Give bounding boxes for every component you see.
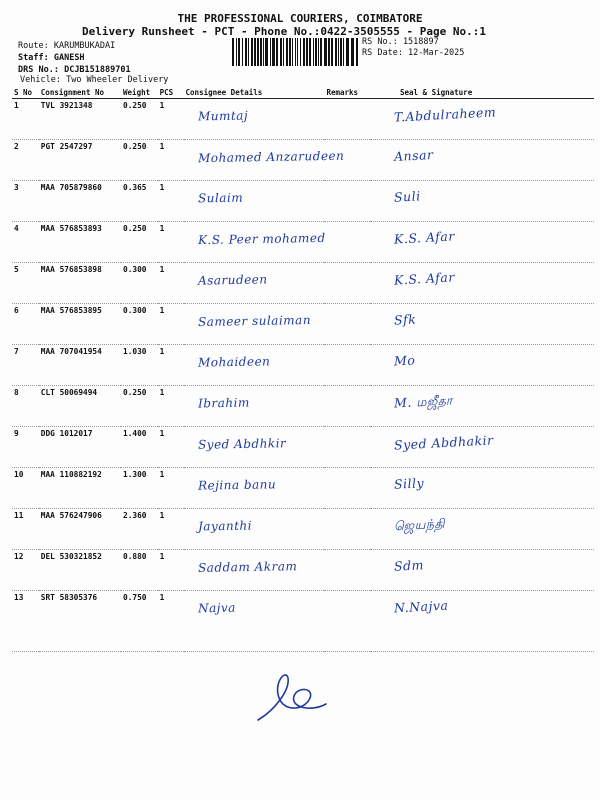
header-consignee: Consignee Details xyxy=(184,87,325,99)
cell-consignee-details xyxy=(184,345,325,386)
barcode-bar xyxy=(338,38,339,66)
cell-signature xyxy=(370,509,594,550)
cell-sno: 2 xyxy=(12,140,39,181)
table-row xyxy=(12,591,594,652)
handwritten-consignee-name: Mumtaj xyxy=(197,108,248,124)
cell-consignment-no: DEL 530321852 xyxy=(39,550,121,591)
barcode-bar xyxy=(236,38,237,66)
cell-sno: 5 xyxy=(12,263,39,304)
table-header-row xyxy=(12,87,594,99)
cell-consignment-no: PGT 2547297 xyxy=(39,140,121,181)
cell-consignee-details xyxy=(184,263,325,304)
cell-signature xyxy=(370,550,594,591)
handwritten-consignee-name: K.S. Peer mohamed xyxy=(197,230,326,248)
table-row xyxy=(12,263,594,304)
cell-consignee-details xyxy=(184,304,325,345)
barcode-image xyxy=(232,38,358,66)
handwritten-consignee-name: Rejina banu xyxy=(197,477,276,493)
cell-consignment-no: SRT 58305376 xyxy=(39,591,121,652)
vehicle-value: Two Wheeler Delivery xyxy=(66,75,169,85)
cell-weight: 1.030 xyxy=(121,345,158,386)
drs-value: DCJB151889701 xyxy=(64,65,131,75)
cell-consignee-details xyxy=(184,550,325,591)
cell-consignee-details xyxy=(184,591,325,652)
handwritten-signature: K.S. Afar xyxy=(393,269,456,288)
barcode-bar xyxy=(263,38,264,66)
handwritten-consignee-name: Najva xyxy=(197,600,236,616)
header-pcs: PCS xyxy=(158,87,184,99)
cell-pcs: 1 xyxy=(158,181,184,222)
runsheet-subtitle: Delivery Runsheet - PCT - Phone No.:0422-3505555 - Page No.:1 xyxy=(82,25,486,38)
cell-pcs: 1 xyxy=(158,468,184,509)
cell-pcs: 1 xyxy=(158,509,184,550)
cell-remarks xyxy=(324,427,370,468)
rs-number: RS No.: 1518897 xyxy=(362,37,439,47)
barcode-bar xyxy=(265,38,268,66)
barcode-bar xyxy=(300,38,301,66)
cell-sno: 13 xyxy=(12,591,39,652)
cell-weight: 1.300 xyxy=(121,468,158,509)
handwritten-signature: Silly xyxy=(393,475,425,492)
cell-signature xyxy=(370,140,594,181)
handwritten-consignee-name: Asarudeen xyxy=(197,272,268,288)
staff-label: Staff: xyxy=(18,53,49,63)
barcode-bar xyxy=(238,38,240,66)
barcode-bar xyxy=(283,38,284,66)
cell-pcs: 1 xyxy=(158,140,184,181)
barcode-bar xyxy=(251,38,253,66)
cell-remarks xyxy=(324,509,370,550)
barcode-bar xyxy=(232,38,234,66)
cell-sno: 7 xyxy=(12,345,39,386)
handwritten-consignee-name: Syed Abdhkir xyxy=(197,436,286,452)
handwritten-consignee-name: Ibrahim xyxy=(197,395,250,411)
table-row xyxy=(12,509,594,550)
handwritten-consignee-name: Jayanthi xyxy=(197,518,252,534)
cell-weight: 0.365 xyxy=(121,181,158,222)
cell-consignee-details xyxy=(184,99,325,140)
barcode-bar xyxy=(328,38,330,66)
header-signature: Seal & Signature xyxy=(370,87,594,99)
cell-signature xyxy=(370,181,594,222)
barcode-bar xyxy=(272,38,275,66)
barcode-bar xyxy=(306,38,308,66)
cell-pcs: 1 xyxy=(158,263,184,304)
handwritten-signature: M. மஜீதா xyxy=(393,392,454,411)
cell-signature xyxy=(370,468,594,509)
handwritten-consignee-name: Mohamed Anzarudeen xyxy=(197,148,344,166)
handwritten-signature: Sfk xyxy=(393,311,417,328)
table-row xyxy=(12,468,594,509)
cell-sno: 12 xyxy=(12,550,39,591)
cell-signature xyxy=(370,99,594,140)
barcode-bar xyxy=(351,38,354,66)
staff-line xyxy=(18,53,85,63)
drs-label: DRS No.: xyxy=(18,65,59,75)
barcode-bar xyxy=(346,38,349,66)
cell-remarks xyxy=(324,591,370,652)
handwritten-consignee-name: Mohaideen xyxy=(197,354,271,370)
cell-signature xyxy=(370,591,594,652)
cell-remarks xyxy=(324,345,370,386)
cell-consignment-no: MAA 707041954 xyxy=(39,345,121,386)
table-row xyxy=(12,427,594,468)
route-label: Route: xyxy=(18,41,49,51)
barcode-bar xyxy=(248,38,249,66)
cell-sno: 9 xyxy=(12,427,39,468)
cell-weight: 0.880 xyxy=(121,550,158,591)
handwritten-signature: Syed Abdhakir xyxy=(393,432,494,453)
runsheet-table xyxy=(12,87,594,652)
cell-consignment-no: MAA 705879860 xyxy=(39,181,121,222)
barcode-bar xyxy=(343,38,344,66)
barcode-bar xyxy=(309,38,311,66)
handwritten-consignee-name: Saddam Akram xyxy=(197,559,297,575)
cell-weight: 0.300 xyxy=(121,304,158,345)
cell-weight: 2.360 xyxy=(121,509,158,550)
handwritten-signature: ஜெயந்தி xyxy=(393,515,446,534)
cell-weight: 0.250 xyxy=(121,386,158,427)
cell-remarks xyxy=(324,181,370,222)
cell-remarks xyxy=(324,99,370,140)
header-consignment: Consignment No xyxy=(39,87,121,99)
route-line xyxy=(18,41,115,51)
barcode-bar xyxy=(313,38,314,66)
rs-date: RS Date: 12-Mar-2025 xyxy=(362,48,465,58)
handwritten-consignee-name: Sulaim xyxy=(197,190,243,206)
barcode-bar xyxy=(315,38,317,66)
cell-pcs: 1 xyxy=(158,591,184,652)
handwritten-signature: Mo xyxy=(393,352,416,369)
table-row xyxy=(12,222,594,263)
cell-sno: 3 xyxy=(12,181,39,222)
barcode-bar xyxy=(280,38,282,66)
cell-signature xyxy=(370,386,594,427)
table-row xyxy=(12,304,594,345)
cell-consignee-details xyxy=(184,468,325,509)
cell-consignee-details xyxy=(184,427,325,468)
cell-pcs: 1 xyxy=(158,304,184,345)
cell-consignment-no: DDG 1012017 xyxy=(39,427,121,468)
handwritten-signature: Sdm xyxy=(393,557,425,574)
handwritten-signature: K.S. Afar xyxy=(393,228,456,247)
cell-pcs: 1 xyxy=(158,386,184,427)
table-row xyxy=(12,386,594,427)
staff-value: GANESH xyxy=(53,53,85,63)
barcode-bar xyxy=(331,38,333,66)
table-row xyxy=(12,181,594,222)
vehicle-line xyxy=(20,75,168,85)
barcode-bar xyxy=(260,38,262,66)
cell-weight: 0.250 xyxy=(121,99,158,140)
cell-weight: 0.750 xyxy=(121,591,158,652)
cell-signature xyxy=(370,345,594,386)
cell-consignment-no: MAA 576853895 xyxy=(39,304,121,345)
cell-signature xyxy=(370,263,594,304)
runsheet-title: THE PROFESSIONAL COURIERS, COIMBATORE xyxy=(177,12,423,25)
cell-remarks xyxy=(324,304,370,345)
table-row xyxy=(12,345,594,386)
cell-pcs: 1 xyxy=(158,99,184,140)
handwritten-signature: N.Najva xyxy=(393,597,449,616)
cell-consignee-details xyxy=(184,509,325,550)
cell-remarks xyxy=(324,386,370,427)
barcode-bar xyxy=(242,38,243,66)
cell-signature xyxy=(370,222,594,263)
cell-sno: 4 xyxy=(12,222,39,263)
cell-weight: 0.250 xyxy=(121,222,158,263)
cell-pcs: 1 xyxy=(158,222,184,263)
barcode-bar xyxy=(356,38,358,66)
barcode-bar xyxy=(295,38,296,66)
barcode-bar xyxy=(318,38,319,66)
barcode-bar xyxy=(289,38,291,66)
barcode-bar xyxy=(320,38,322,66)
staff-signature-scribble xyxy=(250,670,330,730)
header-weight: Weight xyxy=(121,87,158,99)
cell-consignment-no: TVL 3921348 xyxy=(39,99,121,140)
handwritten-signature: T.Abdulraheem xyxy=(393,104,497,125)
barcode-bar xyxy=(297,38,298,66)
cell-weight: 0.250 xyxy=(121,140,158,181)
table-row xyxy=(12,99,594,140)
cell-weight: 0.300 xyxy=(121,263,158,304)
barcode-bar xyxy=(270,38,271,66)
route-value: KARUMBUKADAI xyxy=(53,41,116,51)
cell-pcs: 1 xyxy=(158,427,184,468)
barcode-bar xyxy=(340,38,342,66)
handwritten-consignee-name: Sameer sulaiman xyxy=(197,313,311,329)
barcode-bar xyxy=(286,38,288,66)
handwritten-signature: Ansar xyxy=(393,146,434,165)
cell-consignee-details xyxy=(184,222,325,263)
cell-remarks xyxy=(324,222,370,263)
cell-signature xyxy=(370,304,594,345)
barcode-bar xyxy=(257,38,259,66)
barcode-bar xyxy=(324,38,327,66)
cell-consignee-details xyxy=(184,386,325,427)
cell-remarks xyxy=(324,468,370,509)
cell-remarks xyxy=(324,550,370,591)
barcode-bar xyxy=(245,38,247,66)
cell-sno: 1 xyxy=(12,99,39,140)
cell-consignment-no: MAA 576853898 xyxy=(39,263,121,304)
drs-line xyxy=(18,65,131,75)
cell-consignment-no: MAA 110882192 xyxy=(39,468,121,509)
table-row xyxy=(12,140,594,181)
cell-consignment-no: MAA 576247906 xyxy=(39,509,121,550)
cell-signature xyxy=(370,427,594,468)
cell-weight: 1.400 xyxy=(121,427,158,468)
handwritten-signature: Suli xyxy=(393,188,421,205)
vehicle-label: Vehicle: xyxy=(20,75,61,85)
rs-info xyxy=(362,37,464,59)
cell-pcs: 1 xyxy=(158,345,184,386)
cell-consignee-details xyxy=(184,181,325,222)
header-remarks: Remarks xyxy=(324,87,370,99)
barcode-bar xyxy=(303,38,305,66)
cell-sno: 11 xyxy=(12,509,39,550)
cell-sno: 6 xyxy=(12,304,39,345)
barcode-bar xyxy=(335,38,337,66)
cell-sno: 10 xyxy=(12,468,39,509)
barcode-bar xyxy=(292,38,293,66)
cell-consignment-no: CLT 50069494 xyxy=(39,386,121,427)
table-row xyxy=(12,550,594,591)
cell-remarks xyxy=(324,263,370,304)
cell-consignee-details xyxy=(184,140,344,181)
header-sno: S No xyxy=(12,87,39,99)
barcode-bar xyxy=(254,38,256,66)
cell-sno: 8 xyxy=(12,386,39,427)
barcode-bar xyxy=(276,38,278,66)
cell-pcs: 1 xyxy=(158,550,184,591)
cell-consignment-no: MAA 576853893 xyxy=(39,222,121,263)
